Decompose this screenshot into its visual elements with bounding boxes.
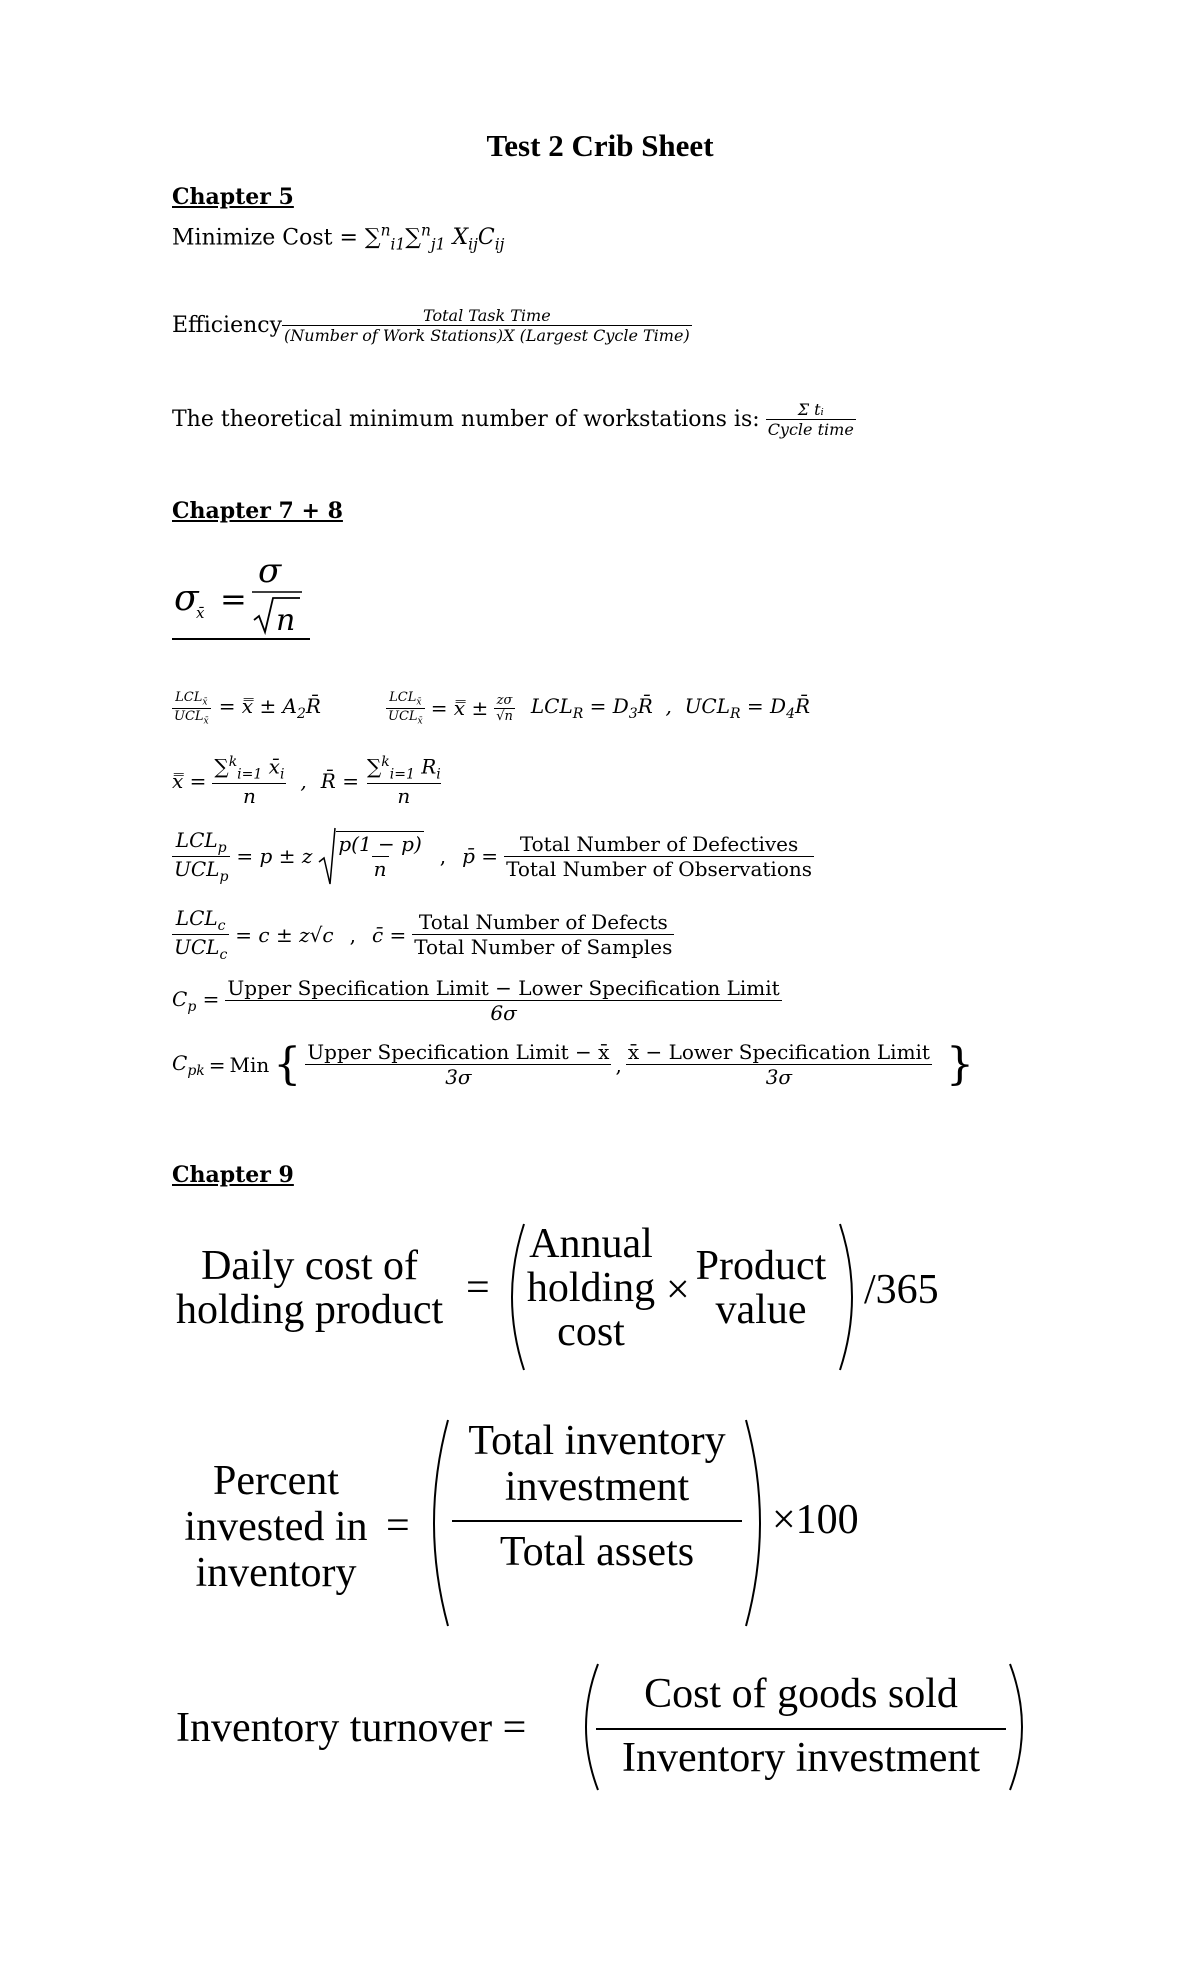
chapter-9-heading: Chapter 9 [172,1162,294,1188]
efficiency-formula [172,306,692,345]
daily-cost-label-line2: holding product [176,1287,444,1333]
cogs-numerator: Cost of goods sold [644,1671,958,1717]
c-bar-numerator: Total Number of Defects [418,910,668,934]
c-chart-formula: $\frac{LCL_c}{UCL_c}$ = c ± z√c , c̄ = $\frac{\text{Total Number of Defects}}{\text{Total Number of Samples}}$ [174,906,673,963]
efficiency-label: Efficiency [172,313,283,338]
p-chart-formula: $\frac{LCL_p}{UCL_p}$ = p ± z $\frac{p(1 - p)}{n}$ , p̄ = $\frac{\text{Total Number of Defectives}}{\text{Total Number of Observations}}$ [174,827,813,885]
p-bar-numerator: Total Number of Defectives [519,831,799,856]
cpk-denominator-1: 3σ [305,1064,611,1089]
xbar-z-control-limits: $\frac{LCL_{x̄}}{UCL_{x̄}}$ = x̿ ± $\frac{z\sigma}{√n}$ $LCL_R$ = $D_3R̄$ , $UCL_R$ = $D_4R̄$ [388,690,811,727]
workstations-label: The theoretical minimum number of workstations is: [172,407,760,432]
right-paren [836,1222,866,1372]
svg-text:x̄: x̄ [196,604,205,622]
tii-line1: Total inventory [468,1418,726,1464]
page-title: Test 2 Crib Sheet [486,128,714,163]
daily-holding-cost-formula: Daily cost of holding product = Annual holding cost × Product value /365 [176,1222,976,1372]
percent-label-line3: inventory [195,1550,357,1596]
fraction-bar [452,1520,742,1522]
svg-text:σ: σ [258,551,282,591]
cp-denominator: 6σ [225,1000,781,1025]
per-365: /365 [864,1267,939,1313]
fraction-bar [596,1728,1006,1730]
daily-cost-label-line1: Daily cost of [201,1243,419,1289]
c-bar-denominator: Total Number of Samples [414,935,673,959]
total-assets: Total assets [499,1529,695,1575]
workstations-formula [172,400,856,439]
svg-text:n: n [276,603,296,638]
svg-text:=: = [220,580,247,618]
percent-label-line2: invested in [184,1504,368,1550]
chapter-7-8-heading: Chapter 7 + 8 [172,498,343,524]
cpk-formula: $C_{pk}$ = Min { $\frac{\text{Upper Specification Limit − x̄}}{3\sigma}$ , $\frac{\text{x̄ − Lower Specification Limit}}{3\sigma}$ } [172,1038,974,1090]
workstations-numerator: Σ tᵢ [797,400,824,419]
turnover-label: Inventory turnover = [176,1705,527,1751]
xbar-control-limits: $\frac{LCL_{x̄}}{UCL_{x̄}}$ = x̿ ± $A_2R̄$ [174,690,321,727]
sigma-xbar-formula [172,548,310,640]
right-paren [742,1418,776,1628]
product-line1: Product [695,1243,827,1289]
inventory-investment-denominator: Inventory investment [621,1735,981,1781]
svg-text:σ: σ [174,578,199,619]
cpk-numerator-lower: x̄ − Lower Specification Limit [627,1040,930,1064]
sigma-xbar-equation [172,548,312,638]
cpk-min-label: Min [229,1052,270,1077]
cp-numerator: Upper Specification Limit − Lower Specification Limit [227,976,780,1000]
efficiency-denominator: (Number of Work Stations)X (Largest Cycle Time) [284,326,690,345]
chapter-5-heading: Chapter 5 [172,184,294,210]
annual-line1: Annual [529,1221,653,1267]
times-100: ×100 [772,1497,859,1543]
p-bar-denominator: Total Number of Observations [506,856,813,881]
product-line2: value [715,1287,807,1333]
cpk-denominator-2: 3σ [626,1064,932,1089]
inventory-turnover-formula [176,1662,1056,1792]
xbarbar-rbar-formula: x̿ = $\frac{\sum^k_{i=1} x̄_i}{n}$ , R̄ = $\frac{\sum^k_{i=1} R_i}{n}$ [172,754,441,808]
workstations-denominator: Cycle time [767,420,854,439]
annual-line3: cost [557,1309,625,1355]
cp-formula: $C_p$ = $\frac{\text{Upper Specification Limit − Lower Specification Limit}}{6\sigma}$ [172,976,780,1025]
annual-line2: holding [526,1265,656,1311]
minimize-cost-label: Minimize Cost = [172,225,358,251]
efficiency-numerator: Total Task Time [423,306,551,325]
sqrt-sign [318,826,336,886]
minimize-cost-formula: Minimize Cost = ∑$^n_{i1}$∑$^n_{j1}$ $X_{ij}C_{ij}$ [172,222,505,254]
tii-line2: investment [504,1464,690,1510]
cpk-numerator-upper: Upper Specification Limit − x̄ [307,1040,610,1064]
right-paren [1006,1662,1036,1792]
left-paren [418,1418,452,1628]
percent-invested-formula: Percent invested in inventory = Total inventory investment Total assets ×100 [176,1418,976,1628]
percent-label-line1: Percent [213,1458,339,1504]
